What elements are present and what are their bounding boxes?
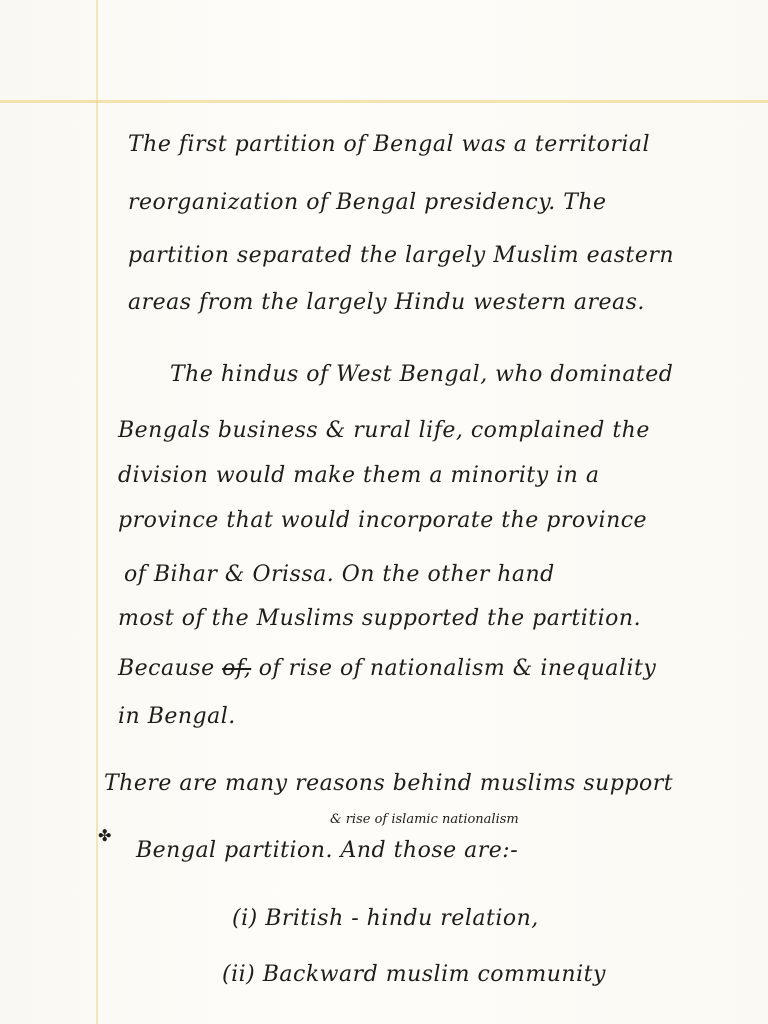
- paragraph-2-line-5: of Bihar & Orissa. On the other hand: [124, 562, 555, 587]
- list-item-2: (ii) Backward muslim community: [222, 962, 606, 987]
- paragraph-2-line-6: most of the Muslims supported the partition.: [118, 606, 642, 631]
- margin-line-horizontal: [0, 100, 768, 103]
- paragraph-2-line-7: [118, 656, 656, 681]
- paragraph-2-line-1: The hindus of West Bengal, who dominated: [170, 362, 674, 387]
- paragraph-3-line-1: There are many reasons behind muslims support: [104, 771, 674, 796]
- paragraph-2-line-7-end: of rise of nationalism & inequality: [258, 656, 657, 681]
- struck-out-word: of,: [222, 656, 252, 681]
- paragraph-1-line-1: The first partition of Bengal was a territorial: [128, 132, 651, 157]
- paragraph-3-line-2: [136, 838, 518, 863]
- paragraph-1-line-4: areas from the largely Hindu western areas.: [128, 290, 645, 315]
- margin-line-vertical: [96, 0, 98, 1024]
- insertion-mark-icon: ✤: [98, 826, 112, 845]
- paragraph-2-line-7-start: Because: [118, 656, 215, 681]
- paragraph-3-line-2-start: Bengal partition: [136, 838, 326, 863]
- paragraph-1-line-3: partition separated the largely Muslim eastern: [128, 243, 675, 268]
- inserted-note: & rise of islamic nationalism: [330, 812, 519, 827]
- list-item-1: (i) British - hindu relation,: [232, 906, 539, 931]
- paragraph-2-line-8: in Bengal.: [118, 704, 236, 729]
- paragraph-1-line-2: reorganization of Bengal presidency. The: [128, 190, 607, 215]
- paragraph-3-line-2-end: . And those are:-: [325, 838, 519, 863]
- paragraph-2-line-3: division would make them a minority in a: [118, 463, 600, 488]
- paragraph-2-line-4: province that would incorporate the province: [118, 508, 648, 533]
- paragraph-2-line-2: Bengals business & rural life, complained the: [118, 418, 650, 443]
